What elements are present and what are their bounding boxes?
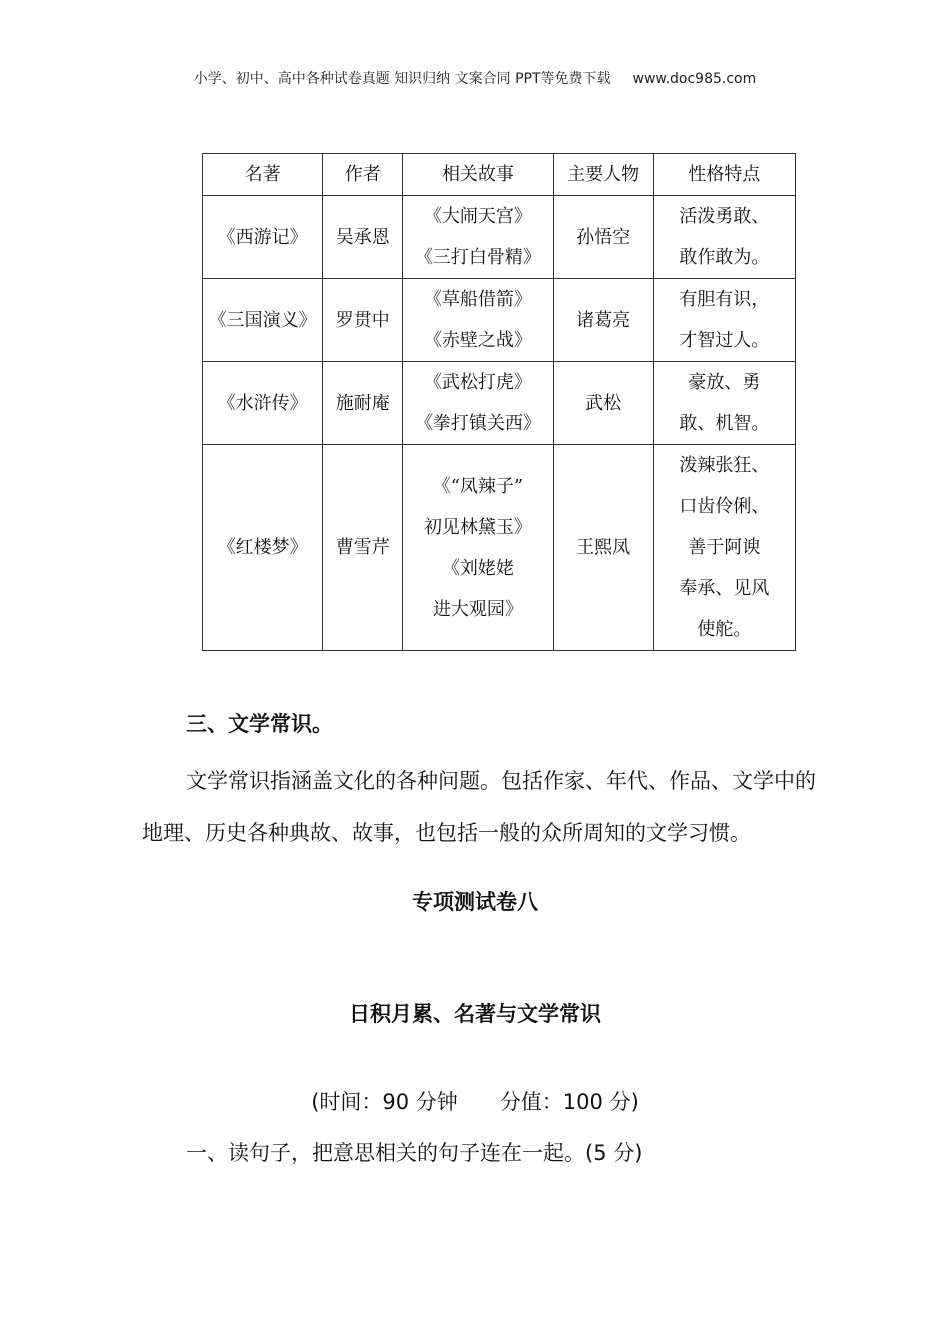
trait-line: 有胆有识， (679, 289, 770, 310)
trait-line: 豪放、勇 (688, 372, 761, 393)
page-header (0, 68, 950, 88)
traits-cell (653, 196, 795, 279)
author-cell: 曹雪芹 (323, 445, 403, 651)
character-cell: 诸葛亮 (553, 279, 653, 362)
stories-cell (403, 445, 553, 651)
exam-score: 分值：100 分) (499, 1090, 639, 1114)
exam-title: 专项测试卷八 (412, 890, 538, 914)
table-row (203, 279, 796, 362)
story-line: 《大闹天宫》 (423, 206, 532, 227)
trait-line: 敢作敢为。 (679, 247, 770, 268)
section-paragraph: 文学常识指涵盖文化的各种问题。包括作家、年代、作品、文学中的地理、历史各种典故、故事，也包括一般的众所周知的文学习惯。 (142, 769, 816, 845)
character-cell: 孙悟空 (553, 196, 653, 279)
trait-line: 活泼勇敢、 (679, 206, 770, 227)
classics-table (202, 153, 796, 651)
trait-line: 才智过人。 (679, 330, 770, 351)
author-cell: 吴承恩 (323, 196, 403, 279)
work-cell: 《三国演义》 (203, 279, 323, 362)
header-author: 作者 (323, 154, 403, 196)
exam-time: (时间：90 分钟 (311, 1090, 458, 1114)
work-cell: 《水浒传》 (203, 362, 323, 445)
exam-meta (0, 1086, 950, 1116)
traits-cell (653, 362, 795, 445)
header-stories: 相关故事 (403, 154, 553, 196)
author-cell: 罗贯中 (323, 279, 403, 362)
traits-cell (653, 279, 795, 362)
header-work: 名著 (203, 154, 323, 196)
question-heading: 一、读句子，把意思相关的句子连在一起。(5 分) (186, 1141, 643, 1165)
author-cell: 施耐庵 (323, 362, 403, 445)
character-cell: 王熙凤 (553, 445, 653, 651)
trait-line: 奉承、见风 (679, 578, 770, 599)
trait-line: 敢、机智。 (679, 413, 770, 434)
trait-line: 善于阿谀 (688, 537, 761, 558)
trait-line: 泼辣张狂、 (679, 455, 770, 476)
story-line: 《赤壁之战》 (423, 330, 532, 351)
stories-cell (403, 362, 553, 445)
section-heading: 三、文学常识。 (186, 712, 333, 736)
story-line: 《“凤辣子” (432, 475, 524, 497)
story-line: 初见林黛玉》 (423, 516, 532, 538)
work-cell: 《西游记》 (203, 196, 323, 279)
work-cell: 《红楼梦》 (203, 445, 323, 651)
stories-cell (403, 196, 553, 279)
character-cell: 武松 (553, 362, 653, 445)
trait-line: 口齿伶俐、 (679, 496, 770, 517)
exam-subtitle: 日积月累、名著与文学常识 (349, 1002, 601, 1026)
header-character: 主要人物 (553, 154, 653, 196)
table-row (203, 362, 796, 445)
table-row (203, 445, 796, 651)
story-line: 《武松打虎》 (423, 372, 532, 393)
header-site-link[interactable]: www.doc985.com (632, 71, 757, 87)
trait-line: 使舵。 (697, 619, 752, 640)
story-line: 《三打白骨精》 (414, 247, 541, 268)
story-line: 《草船借箭》 (423, 289, 532, 310)
header-text: 小学、初中、高中各种试卷真题 知识归纳 文案合同 PPT等免费下载 (193, 71, 611, 87)
stories-cell (403, 279, 553, 362)
story-line: 《拳打镇关西》 (414, 413, 541, 434)
table-row (203, 196, 796, 279)
story-line: 进大观园》 (432, 598, 523, 620)
story-line: 《刘姥姥 (441, 557, 514, 579)
header-traits: 性格特点 (653, 154, 795, 196)
traits-cell (653, 445, 795, 651)
table-header-row (203, 154, 796, 196)
